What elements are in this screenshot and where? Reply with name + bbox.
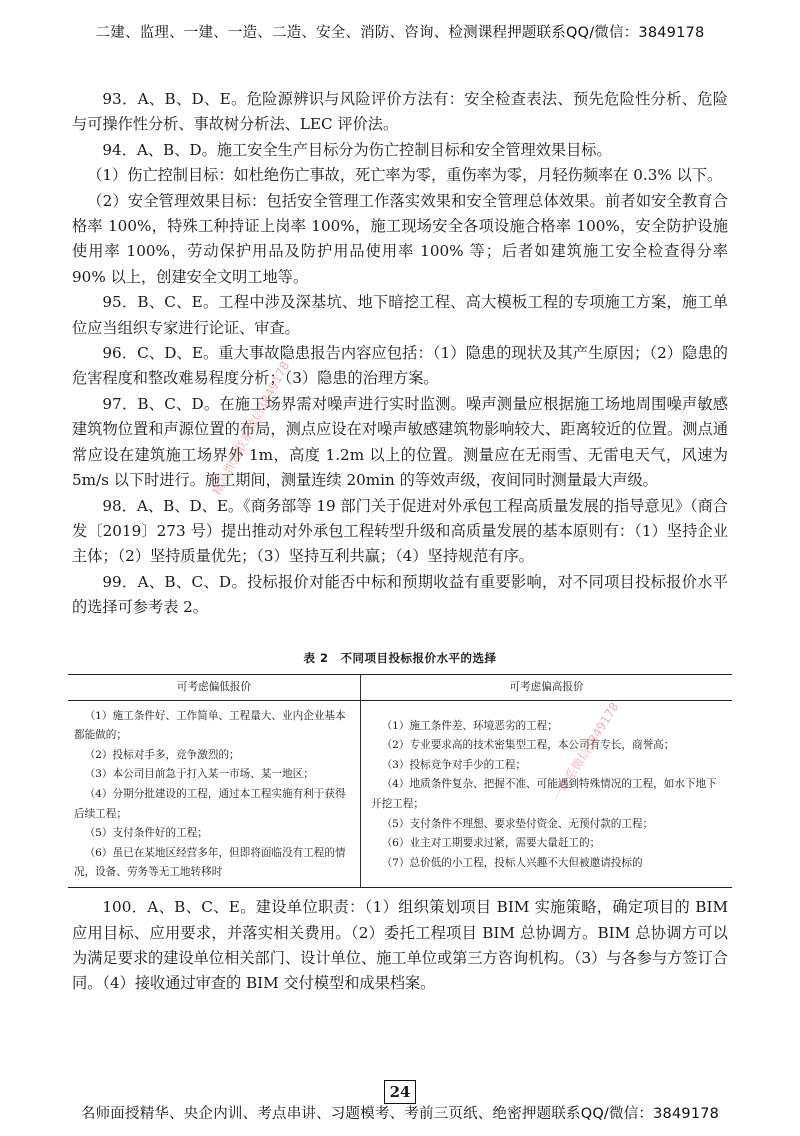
high-price-item: （2）专业要求高的技术密集型工程，本公司有专长，商誉高；	[381, 739, 675, 752]
table-caption-number: 表 2	[303, 651, 329, 665]
low-price-item: （4）分期分批建设的工程，通过本工程实施有利于获得后续工程；	[74, 787, 346, 820]
low-price-cell	[68, 700, 361, 887]
high-price-item: （1）施工条件差、环境恶劣的工程；	[381, 719, 558, 732]
bid-price-table	[68, 674, 732, 888]
high-price-item: （7）总价低的小工程，投标人兴趣不大但被邀请投标的	[381, 856, 643, 869]
table-caption	[68, 650, 732, 666]
answer-95: 95．B、C、E。工程中涉及深基坑、地下暗挖工程、高大模板工程的专项施工方案，施工单位应当组织专家进行论证、审查。	[72, 293, 728, 337]
high-price-item: （4）地质条件复杂、把握不准、可能遇到特殊情况的工程，如水下地下开挖工程；	[371, 778, 717, 810]
low-price-item: （6）虽已在某地区经营多年，但即将面临没有工程的情况，设备、劳务等无工地转移时	[74, 846, 346, 879]
answer-96: 96．C、D、E。重大事故隐患报告内容应包括：（1）隐患的现状及其产生原因；（2）隐患的危害程度和整改难易程度分析；（3）隐患的治理方案。	[72, 344, 728, 388]
answer-94: 94．A、B、D。施工安全生产目标分为伤亡控制目标和安全管理效果目标。	[102, 140, 612, 159]
high-price-cell	[361, 700, 733, 887]
table-2	[68, 650, 732, 888]
high-price-item: （3）投标竞争对手少的工程；	[381, 758, 527, 771]
page-number: 24	[384, 1080, 416, 1104]
low-price-item: （3）本公司目前急于打入某一市场、某一地区；	[84, 768, 314, 781]
table-row	[68, 700, 732, 887]
answer-98: 98．A、B、D、E。《商务部等 19 部门关于促进对外承包工程高质量发展的指导意见》（商合发〔2019〕273 号）提出推动对外承包工程转型升级和高质量发展的基本原则有：（1）坚持企业主体；（2）坚持质量优先；（3）坚持互利共赢；（4）坚持规范有序。	[72, 496, 728, 566]
header-banner: 二建、监理、一建、一造、二造、安全、消防、咨询、检测课程押题联系QQ/微信：3849178	[95, 25, 705, 41]
footer-banner: 名师面授精华、央企内训、考点串讲、习题模考、考前三页纸、绝密押题联系QQ/微信：3849178	[80, 1106, 720, 1122]
high-price-item: （6）业主对工期要求过紧，需要大量赶工的；	[381, 837, 601, 850]
low-price-item: （1）施工条件好、工作简单、工程量大、业内企业基本都能做的；	[74, 709, 346, 742]
high-price-item: （5）支付条件不理想、要求垫付资金、无预付款的工程；	[381, 817, 654, 830]
table-caption-title: 不同项目投标报价水平的选择	[340, 651, 497, 665]
answer-93: 93．A、B、D、E。危险源辨识与风险评价方法有：安全检查表法、预先危险性分析、危险与可操作性分析、事故树分析法、LEC 评价法。	[72, 90, 728, 134]
low-price-item: （2）投标对手多，竞争激烈的；	[84, 748, 240, 761]
table-header-row	[68, 675, 732, 701]
answer-97: 97．B、C、D。在施工场界需对噪声进行实时监测。噪声测量应根据施工场地周围噪声敏感建筑物位置和声源位置的布局，测点应设在对噪声敏感建筑物影响较大、距离较近的位置。测点通常应设在建筑施工场界外 1m，高度 1.2m 以上的位置。测量应在无雨雪、无雷电天气，风速为 5m/s 以下时进行。施工期间，测量连续 20min 的等效声级，夜间同时测量最大声级。	[72, 394, 728, 490]
answer-section	[72, 87, 728, 621]
answer-94-item-1: （1）伤亡控制目标：如杜绝伤亡事故，死亡率为零，重伤率为零，月轻伤频率在 0.3% 以下。	[87, 166, 723, 185]
watermark-stamp: 精品押题联系微信3849178	[209, 358, 293, 498]
answer-99: 99．A、B、C、D。投标报价对能否中标和预期收益有重要影响，对不同项目投标报价水平的选择可参考表 2。	[72, 572, 728, 617]
answer-section-continued	[72, 880, 728, 1012]
header-low-price: 可考虑偏低报价	[68, 675, 361, 701]
watermark-stamp: 一联系微信3849178	[549, 699, 622, 804]
answer-94-item-2: （2）安全管理效果目标：包括安全管理工作落实效果和安全管理总体效果。前者如安全教育合格率 100%，特殊工种持证上岗率 100%，施工现场安全各项设施合格率 100%，安全防护设施使用率 100%，劳动保护用品及防护用品使用率 100% 等；后者如建筑施工安全检查得分率 90% 以上，创建安全文明工地等。	[72, 191, 728, 286]
low-price-item: （5）支付条件好的工程；	[84, 827, 208, 840]
header-high-price: 可考虑偏高报价	[361, 675, 733, 701]
answer-100: 100．A、B、C、E。建设单位职责：（1）组织策划项目 BIM 实施策略，确定项目的 BIM 应用目标、应用要求，并落实相关费用。（2）委托工程项目 BIM 总协调方。BIM 总协调方可以为满足要求的建设单位相关部门、设计单位、施工单位或第三方咨询机构。（3）与各参与方签订合同。（4）接收通过审查的 BIM 交付模型和成果档案。	[72, 898, 728, 993]
